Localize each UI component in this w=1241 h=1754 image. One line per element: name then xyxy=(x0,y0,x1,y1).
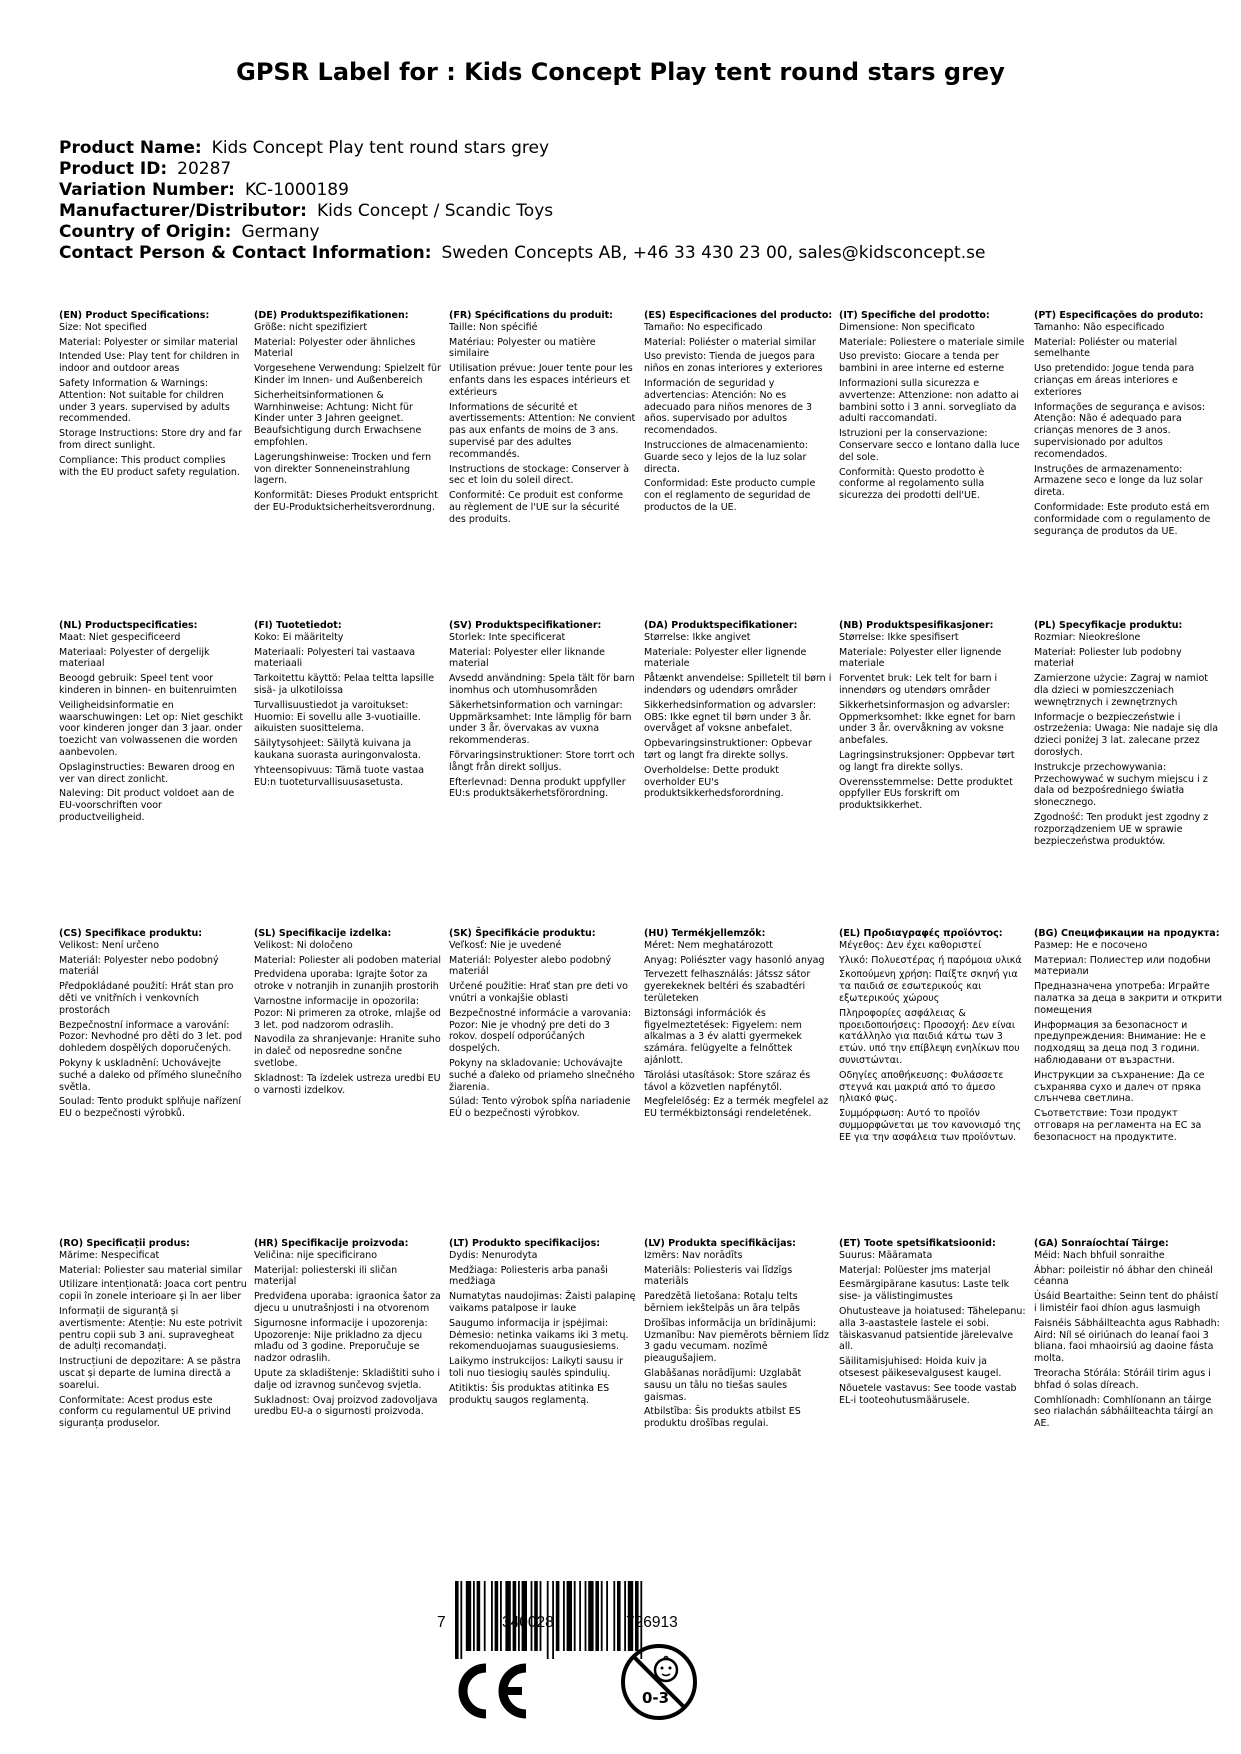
spec-line: Uso previsto: Giocare a tenda per bambini in aree interne ed esterne xyxy=(839,351,1005,375)
spec-heading: (NL) Productspecificaties: xyxy=(59,620,198,631)
spec-line: Faisnéis Sábháilteachta agus Rabhadh: Aird: Níl sé oiriúnach do leanaí faoi 3 bliana. faoi mhaoirsiú ag daoine fásta molta. xyxy=(1034,1317,1220,1365)
spec-heading: (DA) Produktspecifikationer: xyxy=(644,620,798,631)
spec-heading: (EN) Product Specifications: xyxy=(59,310,210,321)
spec-line: Materiāls: Poliesteris vai līdzīgs materiāls xyxy=(644,1264,793,1288)
spec-line: Yhteensopivuus: Tämä tuote vastaa EU:n tuoteturvallisuusasetusta. xyxy=(254,764,425,788)
spec-heading: (SK) Špecifikácie produktu: xyxy=(449,928,596,939)
manufacturer-row: Manufacturer/Distributor: Kids Concept / Scandic Toys xyxy=(59,201,554,221)
spec-heading: (LT) Produkto specifikacijos: xyxy=(449,1238,601,1249)
spec-line: Størrelse: Ikke spesifisert xyxy=(839,631,959,643)
barcode-digit-prefix: 7 xyxy=(437,1614,446,1631)
spec-line: Velikost: Ni določeno xyxy=(254,939,353,951)
spec-line: Instrukcje przechowywania: Przechowywać w suchym miejscu i z dala od bezpośredniego światła słonecznego. xyxy=(1034,761,1208,809)
spec-line: Materiale: Polyester eller lignende materiale xyxy=(644,646,807,670)
barcode-bar xyxy=(601,1581,603,1651)
spec-line: Materiál: Polyester alebo podobný materiál xyxy=(449,954,612,978)
spec-block xyxy=(839,310,1027,505)
spec-line: Glabāšanas norādījumi: Uzglabāt sausu un tālu no tiešas saules gaismas. xyxy=(644,1367,802,1403)
page-title: GPSR Label for : Kids Concept Play tent round stars grey xyxy=(236,58,1005,86)
barcode-bar xyxy=(595,1581,599,1651)
spec-block xyxy=(839,1238,1027,1409)
barcode-bar xyxy=(477,1581,481,1651)
spec-line: Sikkerhetsinformasjon og advarsler: Oppmerksomhet: Ikke egnet for barn under 3 år. overvåkning av voksne anbefales. xyxy=(839,699,1016,747)
spec-line: Materjal: Polüester jms materjal xyxy=(839,1264,991,1276)
spec-line: Tárolási utasítások: Store száraz és távol a közvetlen napfénytől. xyxy=(644,1069,811,1093)
spec-line: Ábhar: poileistir nó ábhar den chineál céanna xyxy=(1034,1264,1213,1288)
spec-heading: (ET) Toote spetsifikatsioonid: xyxy=(839,1238,996,1249)
spec-line: Beoogd gebruik: Speel tent voor kinderen in binnen- en buitenruimten xyxy=(59,673,237,696)
spec-heading: (BG) Спецификации на продукта: xyxy=(1034,928,1220,939)
spec-line: Größe: nicht spezifiziert xyxy=(254,321,368,333)
spec-block xyxy=(644,1238,832,1433)
spec-block xyxy=(449,928,637,1123)
spec-heading: (HR) Specifikacije proizvoda: xyxy=(254,1238,409,1249)
country-of-origin-value: Germany xyxy=(241,222,320,242)
spec-heading: (LV) Produkta specifikācijas: xyxy=(644,1238,796,1249)
spec-heading: (RO) Specificații produs: xyxy=(59,1238,190,1249)
barcode-bar xyxy=(556,1581,560,1651)
spec-line: Informacje o bezpieczeństwie i ostrzeżenia: Uwaga: Nie nadaje się dla dzieci poniżej 3 lat. zalecane przez dorosłych. xyxy=(1034,711,1219,758)
spec-line: Súlad: Tento výrobok spĺňa nariadenie EÚ o bezpečnosti výrobkov. xyxy=(449,1096,631,1120)
spec-line: Sukladnost: Ovaj proizvod zadovoljava uredbu EU-a o sigurnosti proizvoda. xyxy=(254,1394,438,1418)
spec-block xyxy=(254,620,442,791)
spec-line: Bezpečnostné informácie a varovania: Pozor: Nie je vhodný pre deti do 3 rokov. dospelí odporúčaných dospelých. xyxy=(449,1007,632,1055)
country-of-origin-row: Country of Origin: Germany xyxy=(59,222,320,242)
spec-block xyxy=(254,1238,442,1421)
spec-line: Paredzētā lietošana: Rotaļu telts bērniem iekštelpās un āra telpās xyxy=(644,1291,800,1314)
spec-line: Información de seguridad y advertencias: Atención: No es adecuado para niños menores de 3 años. supervisado por adultos recomendados. xyxy=(644,377,813,437)
spec-line: Størrelse: Ikke angivet xyxy=(644,631,751,643)
spec-line: Material: Polyester eller liknande material xyxy=(449,646,605,670)
spec-line: Conformidad: Este producto cumple con el reglamento de seguridad de productos de la UE. xyxy=(644,478,816,513)
spec-line: Medžiaga: Poliesteris arba panaši medžiaga xyxy=(449,1264,608,1288)
spec-line: Πληροφορίες ασφάλειας & προειδοποιήσεις: Προσοχή: Δεν είναι κατάλληλο για παιδιά κάτω των 3 ετών. υπό την επίβλεψη ενηλίκων που συνιστώνται. xyxy=(839,1007,1020,1066)
spec-line: Sicherheitsinformationen & Warnhinweise: Achtung: Nicht für Kinder unter 3 Jahren geeignet. Beaufsichtigung durch Erwachsene empfohlen. xyxy=(254,389,422,448)
barcode-bar xyxy=(455,1581,459,1659)
spec-heading: (SV) Produktspecifikationer: xyxy=(449,620,602,631)
spec-line: Eesmärgipärane kasutus: Laste telk sise- ja välistingimustes xyxy=(839,1279,1010,1303)
barcode-bar xyxy=(617,1581,621,1651)
spec-line: Opslaginstructies: Bewaren droog en ver van direct zonlicht. xyxy=(59,761,235,785)
spec-block xyxy=(59,928,247,1123)
spec-line: Lagerungshinweise: Trocken und fern von direkter Sonneneinstrahlung lagern. xyxy=(254,451,432,487)
barcode-bar xyxy=(585,1581,587,1651)
spec-line: Μέγεθος: Δεν έχει καθοριστεί xyxy=(839,939,982,951)
spec-heading: (HU) Termékjellemzők: xyxy=(644,928,766,939)
spec-line: Overholdelse: Dette produkt overholder EU's produktsikkerhedsforordning. xyxy=(644,764,784,800)
spec-line: Informazioni sulla sicurezza e avvertenze: Attenzione: non adatto ai bambini sotto i 3 anni. sorvegliato da adulti raccomandati. xyxy=(839,377,1019,425)
spec-line: Istruzioni per la conservazione: Conservare secco e lontano dalla luce del sole. xyxy=(839,428,1020,463)
spec-line: Velikost: Není určeno xyxy=(59,939,160,951)
barcode-bar xyxy=(460,1581,462,1659)
spec-line: Material: Polyester oder ähnliches Material xyxy=(254,336,416,360)
product-name-value: Kids Concept Play tent round stars grey xyxy=(211,138,550,158)
spec-line: Conformidade: Este produto está em conformidade com o regulamento de segurança de produtos da UE. xyxy=(1034,501,1211,537)
spec-line: Soulad: Tento produkt splňuje nařízení EU o bezpečnosti výrobků. xyxy=(59,1096,242,1120)
spec-line: Drošības informācija un brīdinājumi: Uzmanību: Nav piemērots bērniem līdz 3 gadu vecumam. nozīmē pieaugušajiem. xyxy=(644,1317,830,1365)
spec-line: Materiale: Polyester eller lignende materiale xyxy=(839,646,1002,670)
spec-heading: (PT) Especificações do produto: xyxy=(1034,310,1204,321)
spec-line: Varnostne informacije in opozorila: Pozor: Ni primeren za otroke, mlajše od 3 let. pod nadzorom odraslih. xyxy=(254,995,441,1031)
spec-line: Navodila za shranjevanje: Hranite suho in daleč od neposredne sončne svetlobe. xyxy=(254,1034,441,1069)
spec-line: Размер: Не е посочено xyxy=(1034,939,1148,951)
spec-line: Numatytas naudojimas: Žaisti palapinę vaikams patalpose ir lauke xyxy=(449,1291,636,1314)
spec-block xyxy=(254,310,442,517)
spec-block xyxy=(644,620,832,803)
spec-line: Efterlevnad: Denna produkt uppfyller EU:s produktsäkerhetsförordning. xyxy=(449,776,626,800)
spec-line: Instrucțiuni de depozitare: A se păstra uscat și departe de lumina directă a soarelui. xyxy=(59,1356,241,1391)
spec-line: Saugumo informacija ir įspėjimai: Dėmesio: netinka vaikams iki 3 metų. rekomenduojamas suaugusiesiems. xyxy=(449,1317,629,1353)
spec-block xyxy=(59,310,247,481)
manufacturer-value: Kids Concept / Scandic Toys xyxy=(316,201,554,221)
contact-value: Sweden Concepts AB, +46 33 430 23 00, sales@kidsconcept.se xyxy=(441,243,986,263)
spec-block xyxy=(839,620,1027,815)
barcode-bar xyxy=(613,1581,615,1651)
spec-block xyxy=(59,620,247,827)
spec-line: Avsedd användning: Spela tält för barn inomhus och utomhusområden xyxy=(449,673,635,696)
spec-line: Atbilstība: Šis produkts atbilst ES produktu drošības regulai. xyxy=(644,1406,801,1430)
spec-line: Suurus: Määramata xyxy=(839,1249,933,1261)
spec-line: Dimensione: Non specificato xyxy=(839,321,975,333)
variation-number-value: KC-1000189 xyxy=(244,180,349,200)
spec-line: Instructions de stockage: Conserver à sec et loin du soleil direct. xyxy=(449,463,630,487)
spec-line: Zgodność: Ten produkt jest zgodny z rozporządzeniem UE w sprawie bezpieczeństwa produktów. xyxy=(1034,811,1209,847)
barcode-bar xyxy=(567,1581,572,1651)
spec-line: Pokyny k uskladnění: Uchovávejte suché a daleko od přímého slunečního světla. xyxy=(59,1057,242,1093)
spec-line: Megfelelőség: Ez a termék megfelel az EU termékbiztonsági rendeletének. xyxy=(644,1096,829,1120)
spec-heading: (NB) Produktspesifikasjoner: xyxy=(839,620,994,631)
spec-line: Izmērs: Nav norādīts xyxy=(644,1249,743,1261)
spec-line: Tamanho: Não especificado xyxy=(1034,321,1165,333)
spec-line: Tarkoitettu käyttö: Pelaa teltta lapsille sisä- ja ulkotiloissa xyxy=(254,673,435,696)
spec-line: Materiaal: Polyester of dergelijk materiaal xyxy=(59,646,210,670)
spec-line: Materijal: poliesterski ili sličan materijal xyxy=(254,1264,398,1288)
spec-line: Информация за безопасност и предупреждения: Внимание: Не е подходящ за деца под 3 години. наблюдавани от възрастни. xyxy=(1034,1019,1206,1066)
spec-line: Predviđena uporaba: igraonica šator za djecu u unutrašnjosti i na otvorenom xyxy=(254,1291,441,1314)
spec-line: Treoracha Stórála: Stóráil tirim agus i bhfad ó solas díreach. xyxy=(1034,1367,1211,1391)
spec-line: Conformità: Questo prodotto è conforme al regolamento sulla sicurezza dei prodotti dell'UE. xyxy=(839,466,985,502)
barcode-digits-right: 726913 xyxy=(626,1614,678,1631)
spec-line: Material: Poliester sau material similar xyxy=(59,1264,242,1276)
product-id-row: Product ID: 20287 xyxy=(59,159,232,179)
spec-line: Forventet bruk: Lek telt for barn i innendørs og utendørs områder xyxy=(839,673,998,696)
variation-number-row: Variation Number: KC-1000189 xyxy=(59,180,349,200)
product-name-row: Product Name: Kids Concept Play tent round stars grey xyxy=(59,138,550,158)
spec-line: Laikymo instrukcijos: Laikyti sausu ir toli nuo tiesiogių saulės spindulių. xyxy=(449,1356,624,1379)
ce-mark-icon xyxy=(452,1660,532,1722)
spec-line: Turvallisuustiedot ja varoitukset: Huomio: Ei sovellu alle 3-vuotiaille. aikuisten suosittelema. xyxy=(254,699,421,735)
barcode-bar xyxy=(491,1581,493,1651)
spec-line: Koko: Ei määritelty xyxy=(254,631,344,643)
spec-line: Vorgesehene Verwendung: Spielzelt für Kinder im Innen- und Außenbereich xyxy=(254,363,441,386)
spec-line: Материал: Полиестер или подобни материали xyxy=(1034,954,1211,978)
spec-line: Compliance: This product complies with the EU product safety regulation. xyxy=(59,454,240,478)
spec-heading: (EL) Προδιαγραφές προϊόντος: xyxy=(839,928,1003,939)
spec-line: Съответствие: Този продукт отговаря на регламента на ЕС за безопасност на продуктите. xyxy=(1034,1108,1202,1143)
spec-line: Tamaño: No especificado xyxy=(644,321,763,333)
spec-heading: (SL) Specifikacije izdelka: xyxy=(254,928,392,939)
spec-line: Utilisation prévue: Jouer tente pour les enfants dans les espaces intérieurs et extérieurs xyxy=(449,363,633,398)
spec-line: Storlek: Inte specificerat xyxy=(449,631,566,643)
spec-line: Nõuetele vastavus: See toode vastab EL-i tooteohutusmäärusele. xyxy=(839,1382,1017,1406)
spec-line: Naleving: Dit product voldoet aan de EU-voorschriften voor productveiligheid. xyxy=(59,788,235,823)
barcode-bar xyxy=(574,1581,576,1651)
barcode-digits-left: 340028 xyxy=(502,1614,554,1631)
spec-line: Material: Poliéster o material similar xyxy=(644,336,816,348)
spec-line: Materiaali: Polyesteri tai vastaava materiaali xyxy=(254,646,416,670)
spec-line: Förvaringsinstruktioner: Store torrt och långt från direkt solljus. xyxy=(449,749,635,773)
spec-line: Dydis: Nenurodyta xyxy=(449,1249,538,1261)
spec-line: Инструкции за съхранение: Да се съхранява сухо и далеч от пряка слънчева светлина. xyxy=(1034,1069,1205,1105)
spec-line: Lagringsinstruksjoner: Oppbevar tørt og langt fra direkte sollys. xyxy=(839,749,1015,773)
spec-line: Material: Poliester ali podoben material xyxy=(254,954,441,966)
barcode-bar xyxy=(579,1581,581,1651)
spec-line: Säkerhetsinformation och varningar: Uppmärksamhet: Inte lämplig för barn under 3 år. övervakas av vuxna rekommenderas. xyxy=(449,699,632,747)
product-id-value: 20287 xyxy=(177,159,232,179)
spec-line: Informații de siguranță și avertismente: Atenție: Nu este potrivit pentru copii sub 3 ani. supravegheat de adulți recomandați. xyxy=(59,1305,243,1353)
spec-line: Konformität: Dieses Produkt entspricht der EU-Produktsicherheitsverordnung. xyxy=(254,490,438,513)
spec-heading: (DE) Produktspezifikationen: xyxy=(254,310,409,321)
spec-line: Anyag: Poliészter vagy hasonló anyag xyxy=(644,954,825,966)
spec-line: Предназначена употреба: Играйте палатка за деца в закрити и открити помещения xyxy=(1034,981,1223,1016)
spec-block xyxy=(644,928,832,1123)
spec-line: Zamierzone użycie: Zagraj w namiot dla dzieci w pomieszczeniach wewnętrznych i zewnętrznych xyxy=(1034,673,1209,708)
spec-line: Materiale: Poliestere o materiale simile xyxy=(839,336,1025,348)
spec-block xyxy=(449,620,637,803)
spec-line: Utilizare intenționată: Joaca cort pentru copii în zonele interioare și în aer liber xyxy=(59,1279,247,1303)
spec-line: Taille: Non spécifié xyxy=(449,321,538,333)
spec-line: Conformité: Ce produit est conforme au règlement de l'UE sur la sécurité des produits. xyxy=(449,490,624,525)
spec-line: Méid: Nach bhfuil sonraithe xyxy=(1034,1249,1165,1261)
spec-line: Materiál: Polyester nebo podobný materiál xyxy=(59,954,219,978)
spec-line: Påtænkt anvendelse: Spilletelt til børn i indendørs og udendørs områder xyxy=(644,673,832,696)
spec-line: Skladnost: Ta izdelek ustreza uredbi EU o varnosti izdelkov. xyxy=(254,1072,441,1096)
spec-line: Säilytysohjeet: Säilytä kuivana ja kaukana suorasta auringonvalosta. xyxy=(254,738,421,761)
spec-block xyxy=(839,928,1027,1147)
spec-line: Storage Instructions: Store dry and far from direct sunlight. xyxy=(59,428,242,451)
spec-line: Informations de sécurité et avertissements: Attention: Ne convient pas aux enfants de moins de 3 ans. supervisé par des adultes recommandés. xyxy=(449,401,636,460)
spec-block xyxy=(449,310,637,529)
spec-line: Úsáid Beartaithe: Seinn tent do pháistí i limistéir faoi dhíon agus lasmuigh xyxy=(1034,1291,1219,1314)
spec-line: Οδηγίες αποθήκευσης: Φυλάσσετε στεγνά και μακριά από το άμεσο ηλιακό φως. xyxy=(839,1069,1004,1105)
spec-line: Υλικό: Πολυεστέρας ή παρόμοια υλικά xyxy=(839,954,1022,966)
spec-heading: (ES) Especificaciones del producto: xyxy=(644,310,833,321)
spec-line: Předpokládané použití: Hrát stan pro děti ve vnitřních i venkovních prostorách xyxy=(59,981,234,1016)
spec-block xyxy=(1034,310,1222,540)
spec-line: Uso previsto: Tienda de juegos para niños en zonas interiores y exteriores xyxy=(644,351,823,375)
barcode-bar xyxy=(473,1581,475,1651)
spec-line: Σκοπούμενη χρήση: Παίξτε σκηνή για τα παιδιά σε εσωτερικούς και εξωτερικούς χώρους xyxy=(839,969,1018,1004)
spec-line: Material: Poliéster ou material semelhante xyxy=(1034,336,1178,360)
product-info xyxy=(59,138,1199,264)
spec-line: Conformitate: Acest produs este conform cu regulamentul UE privind siguranța produselor. xyxy=(59,1394,231,1430)
not-suitable-under-3-icon xyxy=(620,1643,698,1721)
svg-text:0-3: 0-3 xyxy=(642,1689,670,1707)
barcode-bar xyxy=(606,1581,608,1651)
spec-line: Säilitamisjuhised: Hoida kuiv ja otsesest päikesevalgusest kaugel. xyxy=(839,1356,1002,1379)
spec-block xyxy=(1034,1238,1222,1433)
spec-line: Ohutusteave ja hoiatused: Tähelepanu: alla 3-aastastele lastele ei sobi. täiskasvanud patsientide järelevalve all. xyxy=(839,1305,1026,1353)
spec-heading: (PL) Specyfikacje produktu: xyxy=(1034,620,1183,631)
spec-block xyxy=(1034,620,1222,850)
spec-line: Veľkosť: Nie je uvedené xyxy=(449,939,562,951)
spec-line: Rozmiar: Nieokreślone xyxy=(1034,631,1141,643)
spec-line: Instrucciones de almacenamiento: Guarde seco y lejos de la luz solar directa. xyxy=(644,439,808,475)
spec-line: Instruções de armazenamento: Armazene seco e longe da luz solar direta. xyxy=(1034,463,1203,499)
spec-line: Sikkerhedsinformation og advarsler: OBS: Ikke egnet til børn under 3 år. overvåget af voksne anbefalet. xyxy=(644,699,817,735)
spec-line: Informações de segurança e avisos: Atenção: Não é adequado para crianças menores de 3 anos. supervisionado por adultos recomendados. xyxy=(1034,401,1206,460)
spec-block xyxy=(449,1238,637,1409)
spec-line: Mărime: Nespecificat xyxy=(59,1249,160,1261)
spec-line: Tervezett felhasználás: Játssz sátor gyerekeknek beltéri és szabadtéri területeken xyxy=(644,969,811,1004)
barcode-bar xyxy=(588,1581,593,1651)
spec-line: Material: Polyester or similar material xyxy=(59,336,238,348)
spec-line: Maat: Niet gespecificeerd xyxy=(59,631,181,643)
spec-block xyxy=(59,1238,247,1433)
spec-heading: (CS) Specifikace produktu: xyxy=(59,928,203,939)
spec-line: Atitiktis: Šis produktas atitinka ES produktų saugos reglamentą. xyxy=(449,1382,610,1406)
spec-block xyxy=(254,928,442,1099)
contact-row: Contact Person & Contact Information: Sweden Concepts AB, +46 33 430 23 00, sales@kidsconcept.se xyxy=(59,243,986,263)
barcode-bar xyxy=(563,1581,565,1651)
spec-line: Určené použitie: Hrať stan pre deti vo vnútri a vonkajšie oblasti xyxy=(449,981,628,1004)
spec-line: Veiligheidsinformatie en waarschuwingen: Let op: Niet geschikt voor kinderen jonger dan 3 jaar. onder toezicht van volwassenen die worden aanbevolen. xyxy=(59,699,244,758)
spec-line: Veličina: nije specificirano xyxy=(254,1249,378,1261)
spec-line: Pokyny na skladovanie: Uchovávajte suché a ďaleko od priameho slnečného žiarenia. xyxy=(449,1057,635,1093)
spec-block xyxy=(644,310,832,517)
spec-line: Upute za skladištenje: Skladištiti suho i dalje od izravnog sunčevog svjetla. xyxy=(254,1367,441,1391)
spec-line: Συμμόρφωση: Αυτό το προϊόν συμμορφώνεται με τον κανονισμό της ΕΕ για την ασφάλεια των προϊόντων. xyxy=(839,1108,1022,1143)
spec-line: Biztonsági információk és figyelmeztetések: Figyelem: nem alkalmas a 3 év alatti gyermekek számára. felügyelte a felnőttek ajánlott. xyxy=(644,1007,802,1066)
spec-line: Comhlíonadh: Comhlíonann an táirge seo rialachán sábháilteachta táirgí an AE. xyxy=(1034,1394,1214,1430)
spec-heading: (FI) Tuotetiedot: xyxy=(254,620,342,631)
spec-line: Materiał: Poliester lub podobny materiał xyxy=(1034,646,1182,670)
barcode-bar xyxy=(484,1581,486,1651)
spec-line: Safety Information & Warnings: Attention: Not suitable for children under 3 years. supervised by adults recommended. xyxy=(59,377,230,425)
spec-line: Méret: Nem meghatározott xyxy=(644,939,774,951)
spec-line: Size: Not specified xyxy=(59,321,147,333)
spec-heading: (GA) Sonraíochtaí Táirge: xyxy=(1034,1238,1169,1249)
spec-block xyxy=(1034,928,1222,1147)
spec-line: Intended Use: Play tent for children in indoor and outdoor areas xyxy=(59,351,240,375)
spec-line: Opbevaringsinstruktioner: Opbevar tørt og langt fra direkte sollys. xyxy=(644,738,812,761)
spec-line: Predvidena uporaba: Igrajte šotor za otroke v notranjih in zunanjih prostorih xyxy=(254,969,439,993)
barcode-bar xyxy=(466,1581,471,1651)
barcode-bar xyxy=(495,1581,499,1651)
spec-heading: (FR) Spécifications du produit: xyxy=(449,310,613,321)
spec-line: Bezpečnostní informace a varování: Pozor: Nevhodné pro děti do 3 let. pod dohledem dospělých doporučených. xyxy=(59,1019,243,1055)
spec-line: Uso pretendido: Jogue tenda para crianças em áreas interiores e exteriores xyxy=(1034,363,1195,398)
spec-line: Sigurnosne informacije i upozorenja: Upozorenje: Nije prikladno za djecu mlađu od 3 godine. Preporučuje se nadzor odraslih. xyxy=(254,1317,428,1365)
spec-line: Overensstemmelse: Dette produktet oppfyller EUs forskrift om produktsikkerhet. xyxy=(839,776,1013,812)
spec-heading: (IT) Specifiche del prodotto: xyxy=(839,310,990,321)
spec-line: Matériau: Polyester ou matière similaire xyxy=(449,336,596,360)
